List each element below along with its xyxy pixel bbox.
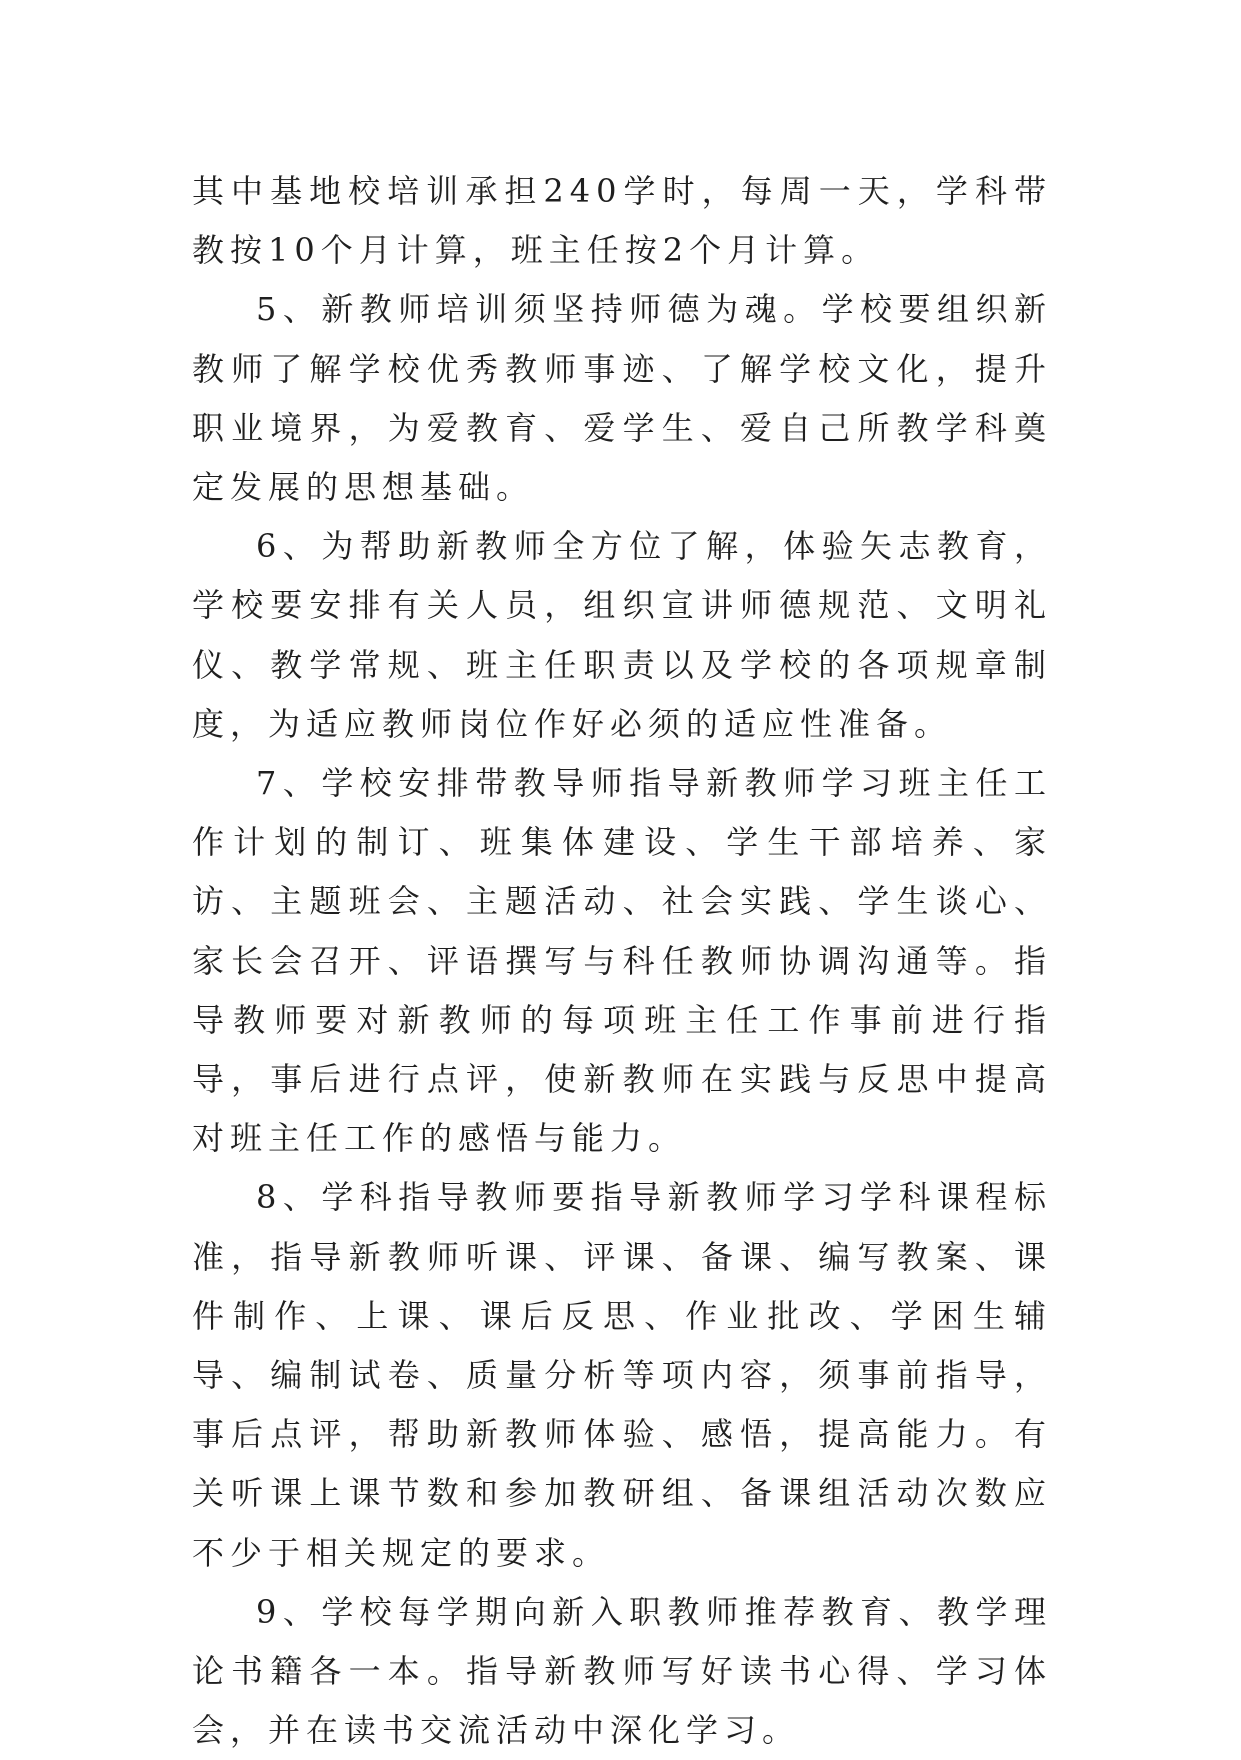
paragraph-item-6: 6、为帮助新教师全方位了解，体验矢志教育，学校要安排有关人员，组织宣讲师德规范、文明礼仪、教学常规、班主任职责以及学校的各项规章制度，为适应教师岗位作好必须的适应性准备。 — [192, 527, 1052, 743]
document-body — [192, 162, 1052, 1760]
paragraph-item-8: 8、学科指导教师要指导新教师学习学科课程标准，指导新教师听课、评课、备课、编写教案、课件制作、上课、课后反思、作业批改、学困生辅导、编制试卷、质量分析等项内容，须事前指导，事后点评，帮助新教师体验、感悟，提高能力。有关听课上课节数和参加教研组、备课组活动次数应不少于相关规定的要求。 — [192, 1178, 1052, 1572]
paragraph-continuation: 其中基地校培训承担240学时，每周一天，学科带教按10个月计算，班主任按2个月计算。 — [192, 172, 1052, 270]
paragraph-item-5: 5、新教师培训须坚持师德为魂。学校要组织新教师了解学校优秀教师事迹、了解学校文化，提升职业境界，为爱教育、爱学生、爱自己所教学科奠定发展的思想基础。 — [192, 290, 1052, 507]
paragraph-item-7: 7、学校安排带教导师指导新教师学习班主任工作计划的制订、班集体建设、学生干部培养、家访、主题班会、主题活动、社会实践、学生谈心、家长会召开、评语撰写与科任教师协调沟通等。指导教师要对新教师的每项班主任工作事前进行指导，事后进行点评，使新教师在实践与反思中提高对班主任工作的感悟与能力。 — [192, 764, 1052, 1158]
paragraph-item-9: 9、学校每学期向新入职教师推荐教育、教学理论书籍各一本。指导新教师写好读书心得、学习体会，并在读书交流活动中深化学习。 — [192, 1592, 1052, 1750]
